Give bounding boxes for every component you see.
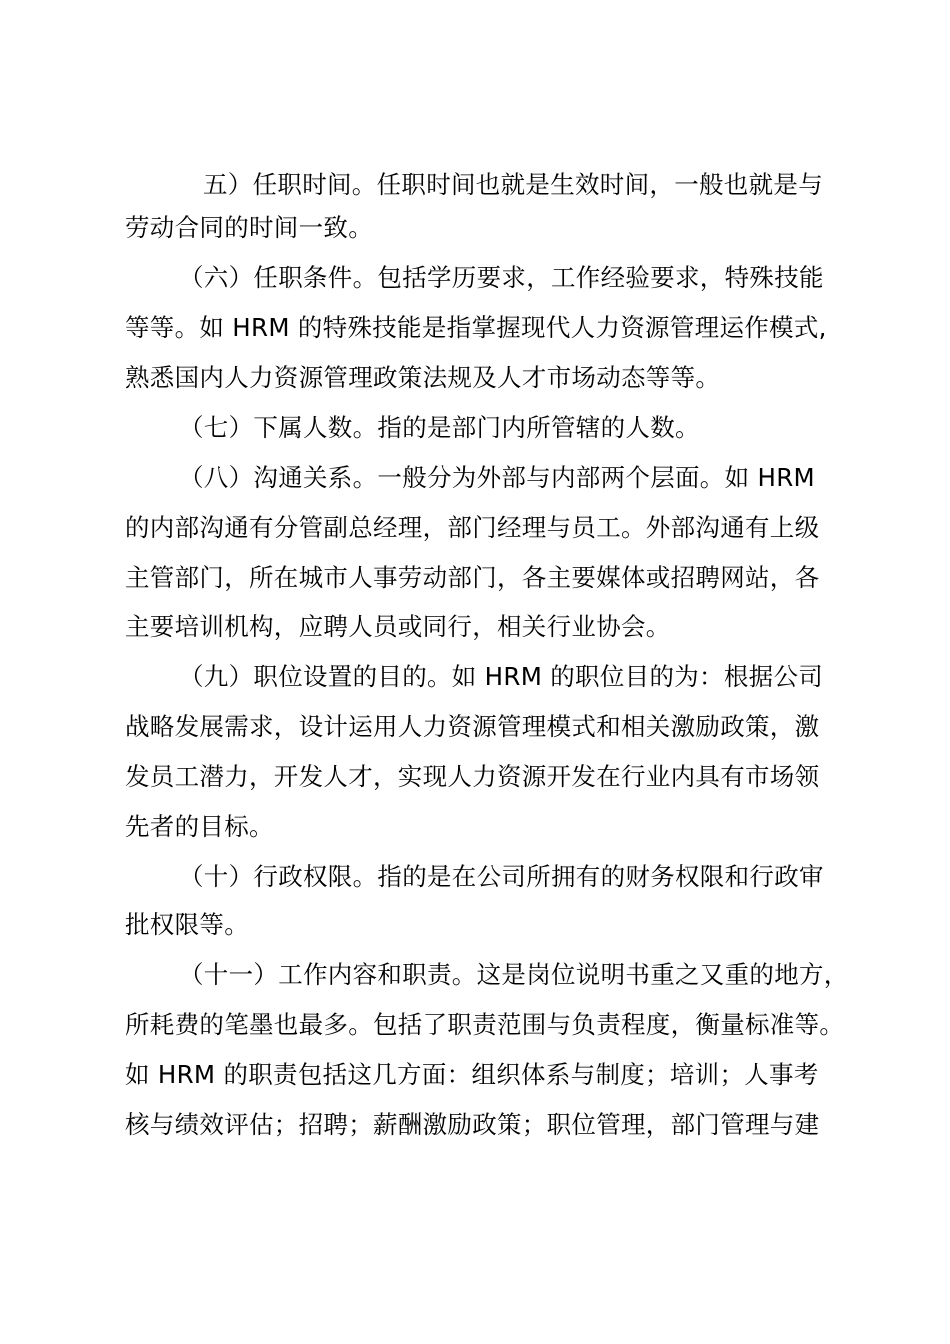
- text-line: 核与绩效评估；招聘；薪酬激励政策；职位管理，部门管理与建: [125, 1110, 820, 1139]
- text-line: 主管部门，所在城市人事劳动部门，各主要媒体或招聘网站，各: [125, 563, 820, 592]
- text-line: 主要培训机构，应聘人员或同行，相关行业协会。: [125, 612, 671, 641]
- text-line: （十一）工作内容和职责。这是岗位说明书重之又重的地方，: [179, 960, 849, 989]
- text-line: 批权限等。: [125, 910, 249, 939]
- text-line: 劳动合同的时间一致。: [125, 213, 373, 242]
- text-line: （十）行政权限。指的是在公司所拥有的财务权限和行政审: [179, 862, 824, 891]
- text-line: 的内部沟通有分管副总经理，部门经理与员工。外部沟通有上级: [125, 513, 820, 542]
- text-line: 所耗费的笔墨也最多。包括了职责范围与负责程度，衡量标准等。: [125, 1010, 845, 1039]
- text-line: 五）任职时间。任职时间也就是生效时间，一般也就是与: [203, 170, 823, 199]
- text-line: 熟悉国内人力资源管理政策法规及人才市场动态等等。: [125, 363, 721, 392]
- text-line: （七）下属人数。指的是部门内所管辖的人数。: [179, 413, 700, 442]
- text-line: 等等。如 HRM 的特殊技能是指掌握现代人力资源管理运作模式,: [125, 313, 827, 342]
- text-line: 战略发展需求，设计运用人力资源管理模式和相关激励政策，激: [125, 712, 820, 741]
- text-line: （九）职位设置的目的。如 HRM 的职位目的为：根据公司: [179, 662, 824, 691]
- text-line: （八）沟通关系。一般分为外部与内部两个层面。如 HRM: [179, 463, 815, 492]
- text-line: 发员工潜力，开发人才，实现人力资源开发在行业内具有市场领: [125, 762, 820, 791]
- text-line: 先者的目标。: [125, 812, 274, 841]
- text-line: （六）任职条件。包括学历要求，工作经验要求，特殊技能: [179, 263, 824, 292]
- text-line: 如 HRM 的职责包括这几方面：组织体系与制度；培训；人事考: [125, 1060, 819, 1089]
